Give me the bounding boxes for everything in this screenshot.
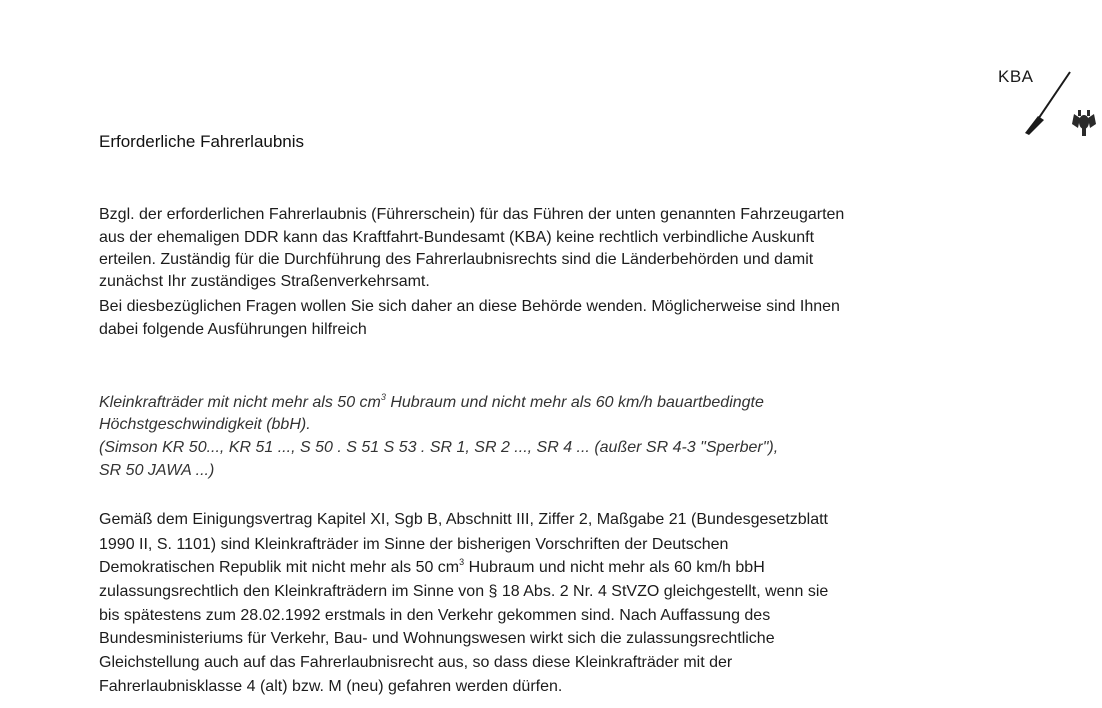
intro-line: Bzgl. der erforderlichen Fahrerlaubnis (Führerschein) für das Führen der unten genannten Fahrzeugarten <box>99 206 845 223</box>
body-line: bis spätestens zum 28.02.1992 erstmals in den Verkehr gekommen sind. Nach Auffassung des <box>99 607 771 624</box>
kba-logo <box>998 66 1102 146</box>
intro-line: Bei diesbezüglichen Fragen wollen Sie sich daher an diese Behörde wenden. Möglicherweise sind Ihnen <box>99 298 840 315</box>
body-line <box>99 558 765 578</box>
vehicle-models-line: SR 50 JAWA ...) <box>99 462 215 479</box>
body-line: Bundesministeriums für Verkehr, Bau- und Wohnungswesen wirkt sich die zulassungsrechtliche <box>99 630 775 647</box>
superscript: 3 <box>380 392 386 402</box>
body-line: 1990 II, S. 1101) sind Kleinkrafträder im Sinne der bisherigen Vorschriften der Deutschen <box>99 536 729 553</box>
body-text: Hubraum und nicht mehr als 60 km/h bbH <box>464 559 765 576</box>
body-text: Demokratischen Republik mit nicht mehr als 50 cm <box>99 559 460 576</box>
intro-line: erteilen. Zuständig für die Durchführung des Fahrerlaubnisrechts sind die Länderbehörden und damit <box>99 251 814 268</box>
vehicle-text: Kleinkrafträder mit nicht mehr als 50 cm <box>99 394 381 411</box>
vehicle-definition-line: Höchstgeschwindigkeit (bbH). <box>99 416 311 433</box>
logo-text: KBA <box>998 67 1034 86</box>
eagle-emblem-icon <box>998 66 1102 146</box>
body-line: Fahrerlaubnisklasse 4 (alt) bzw. M (neu) gefahren werden dürfen. <box>99 678 563 695</box>
document-title: Erforderliche Fahrerlaubnis <box>99 132 305 151</box>
body-line: Gemäß dem Einigungsvertrag Kapitel XI, Sgb B, Abschnitt III, Ziffer 2, Maßgabe 21 (Bundesgesetzblatt <box>99 511 828 528</box>
superscript: 3 <box>459 557 465 567</box>
vehicle-models-line: (Simson KR 50..., KR 51 ..., S 50 . S 51 S 53 . SR 1, SR 2 ..., SR 4 ... (außer SR 4-3 "Sperber"), <box>99 439 779 456</box>
vehicle-text: Hubraum und nicht mehr als 60 km/h bauartbedingte <box>385 394 764 411</box>
body-line: zulassungsrechtlich den Kleinkrafträdern im Sinne von § 18 Abs. 2 Nr. 4 StVZO gleichgestellt, wenn sie <box>99 583 829 600</box>
intro-line: dabei folgende Ausführungen hilfreich <box>99 321 367 338</box>
body-line: Gleichstellung auch auf das Fahrerlaubnisrecht aus, so dass diese Kleinkrafträder mit der <box>99 654 733 671</box>
intro-line: zunächst Ihr zuständiges Straßenverkehrsamt. <box>99 273 430 290</box>
vehicle-definition-line <box>99 393 764 413</box>
intro-line: aus der ehemaligen DDR kann das Kraftfahrt-Bundesamt (KBA) keine rechtlich verbindliche Auskunft <box>99 229 815 246</box>
